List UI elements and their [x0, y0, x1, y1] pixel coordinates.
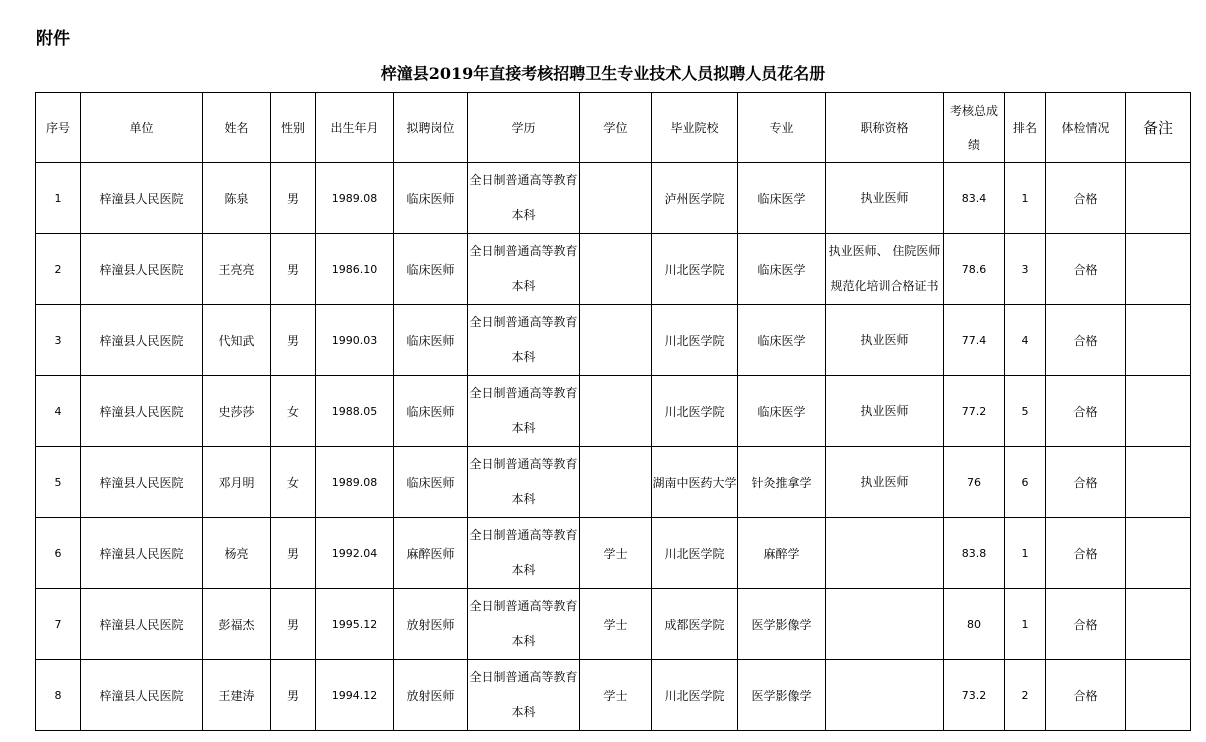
cell-degree: 学士	[580, 589, 652, 660]
cell-score: 77.2	[944, 376, 1005, 447]
header-row	[36, 93, 1191, 163]
cell-remark	[1126, 163, 1191, 234]
cell-gender: 男	[271, 660, 316, 731]
cell-remark	[1126, 660, 1191, 731]
cell-unit: 梓潼县人民医院	[81, 518, 203, 589]
header-title-qual: 职称资格	[826, 93, 944, 163]
cell-gender: 女	[271, 447, 316, 518]
cell-degree	[580, 234, 652, 305]
education-line1: 全日制普通高等教育	[469, 599, 578, 613]
cell-education	[468, 305, 580, 376]
header-physical: 体检情况	[1046, 93, 1126, 163]
education-line1: 全日制普通高等教育	[469, 670, 578, 684]
education-line2: 本科	[511, 563, 536, 577]
header-unit: 单位	[81, 93, 203, 163]
qualification-line1: 执业医师	[860, 190, 909, 205]
cell-major: 临床医学	[738, 163, 826, 234]
cell-gender: 男	[271, 234, 316, 305]
cell-degree: 学士	[580, 518, 652, 589]
cell-position: 临床医师	[394, 447, 468, 518]
cell-school: 成都医学院	[652, 589, 738, 660]
cell-seq: 8	[36, 660, 81, 731]
cell-degree	[580, 376, 652, 447]
cell-title-qual	[826, 376, 944, 447]
cell-rank: 1	[1005, 589, 1046, 660]
cell-score: 76	[944, 447, 1005, 518]
cell-score: 77.4	[944, 305, 1005, 376]
cell-major: 医学影像学	[738, 589, 826, 660]
cell-gender: 男	[271, 163, 316, 234]
cell-major: 针灸推拿学	[738, 447, 826, 518]
cell-physical: 合格	[1046, 376, 1126, 447]
cell-rank: 4	[1005, 305, 1046, 376]
cell-school: 泸州医学院	[652, 163, 738, 234]
cell-score: 73.2	[944, 660, 1005, 731]
table-row	[36, 447, 1191, 518]
cell-title-qual	[826, 163, 944, 234]
cell-score: 83.4	[944, 163, 1005, 234]
document-title: 梓潼县2019年直接考核招聘卫生专业技术人员拟聘人员花名册	[380, 64, 826, 83]
cell-education	[468, 589, 580, 660]
cell-remark	[1126, 518, 1191, 589]
qualification-line1: 执业医师、 住院医师	[828, 244, 941, 258]
header-score	[944, 93, 1005, 163]
cell-unit: 梓潼县人民医院	[81, 660, 203, 731]
cell-rank: 3	[1005, 234, 1046, 305]
table-row	[36, 376, 1191, 447]
education-line2: 本科	[511, 208, 536, 222]
cell-unit: 梓潼县人民医院	[81, 163, 203, 234]
education-line1: 全日制普通高等教育	[469, 386, 578, 400]
cell-name: 彭福杰	[203, 589, 271, 660]
cell-position: 临床医师	[394, 376, 468, 447]
cell-name: 杨亮	[203, 518, 271, 589]
cell-position: 放射医师	[394, 660, 468, 731]
education-line1: 全日制普通高等教育	[469, 315, 578, 329]
cell-gender: 男	[271, 589, 316, 660]
cell-birth: 1992.04	[316, 518, 394, 589]
cell-physical: 合格	[1046, 660, 1126, 731]
cell-remark	[1126, 376, 1191, 447]
cell-seq: 3	[36, 305, 81, 376]
table-row	[36, 660, 1191, 731]
cell-seq: 7	[36, 589, 81, 660]
cell-rank: 6	[1005, 447, 1046, 518]
cell-score: 78.6	[944, 234, 1005, 305]
qualification-line2: 规范化培训合格证书	[830, 279, 939, 293]
cell-school: 川北医学院	[652, 305, 738, 376]
cell-birth: 1995.12	[316, 589, 394, 660]
header-education: 学历	[468, 93, 580, 163]
cell-name: 王建涛	[203, 660, 271, 731]
cell-title-qual	[826, 589, 944, 660]
cell-degree	[580, 305, 652, 376]
header-major: 专业	[738, 93, 826, 163]
cell-birth: 1990.03	[316, 305, 394, 376]
cell-education	[468, 163, 580, 234]
cell-remark	[1126, 305, 1191, 376]
header-remark: 备注	[1126, 93, 1191, 163]
cell-seq: 2	[36, 234, 81, 305]
cell-remark	[1126, 589, 1191, 660]
cell-rank: 5	[1005, 376, 1046, 447]
cell-gender: 女	[271, 376, 316, 447]
table-row	[36, 305, 1191, 376]
header-degree: 学位	[580, 93, 652, 163]
cell-unit: 梓潼县人民医院	[81, 589, 203, 660]
cell-school: 湖南中医药大学	[652, 447, 738, 518]
table-row	[36, 518, 1191, 589]
education-line2: 本科	[511, 279, 536, 293]
header-position: 拟聘岗位	[394, 93, 468, 163]
cell-rank: 1	[1005, 163, 1046, 234]
cell-school: 川北医学院	[652, 518, 738, 589]
cell-rank: 2	[1005, 660, 1046, 731]
education-line2: 本科	[511, 634, 536, 648]
cell-major: 临床医学	[738, 305, 826, 376]
cell-name: 王亮亮	[203, 234, 271, 305]
qualification-line1: 执业医师	[860, 332, 909, 347]
cell-education	[468, 518, 580, 589]
cell-gender: 男	[271, 305, 316, 376]
education-line2: 本科	[511, 421, 536, 435]
cell-position: 麻醉医师	[394, 518, 468, 589]
cell-birth: 1994.12	[316, 660, 394, 731]
cell-physical: 合格	[1046, 305, 1126, 376]
education-line2: 本科	[511, 492, 536, 506]
cell-education	[468, 660, 580, 731]
education-line1: 全日制普通高等教育	[469, 528, 578, 542]
cell-title-qual	[826, 447, 944, 518]
cell-physical: 合格	[1046, 589, 1126, 660]
cell-remark	[1126, 447, 1191, 518]
cell-position: 临床医师	[394, 234, 468, 305]
cell-unit: 梓潼县人民医院	[81, 447, 203, 518]
cell-physical: 合格	[1046, 518, 1126, 589]
cell-school: 川北医学院	[652, 376, 738, 447]
cell-education	[468, 234, 580, 305]
cell-remark	[1126, 234, 1191, 305]
cell-degree	[580, 447, 652, 518]
cell-seq: 1	[36, 163, 81, 234]
cell-birth: 1986.10	[316, 234, 394, 305]
cell-name: 代知武	[203, 305, 271, 376]
table-row	[36, 589, 1191, 660]
cell-seq: 6	[36, 518, 81, 589]
cell-rank: 1	[1005, 518, 1046, 589]
cell-score: 83.8	[944, 518, 1005, 589]
cell-physical: 合格	[1046, 234, 1126, 305]
cell-major: 麻醉学	[738, 518, 826, 589]
header-school: 毕业院校	[652, 93, 738, 163]
header-seq: 序号	[36, 93, 81, 163]
cell-name: 史莎莎	[203, 376, 271, 447]
cell-education	[468, 376, 580, 447]
table-row	[36, 234, 1191, 305]
roster-table	[35, 92, 1191, 731]
cell-school: 川北医学院	[652, 660, 738, 731]
cell-score: 80	[944, 589, 1005, 660]
attachment-label: 附件	[36, 29, 70, 49]
cell-title-qual	[826, 234, 944, 305]
cell-seq: 5	[36, 447, 81, 518]
cell-seq: 4	[36, 376, 81, 447]
header-score-line1: 考核总成	[949, 103, 998, 118]
cell-unit: 梓潼县人民医院	[81, 234, 203, 305]
cell-title-qual	[826, 518, 944, 589]
cell-major: 临床医学	[738, 234, 826, 305]
header-birth: 出生年月	[316, 93, 394, 163]
cell-name: 邓月明	[203, 447, 271, 518]
cell-gender: 男	[271, 518, 316, 589]
cell-physical: 合格	[1046, 163, 1126, 234]
education-line2: 本科	[511, 705, 536, 719]
cell-birth: 1989.08	[316, 447, 394, 518]
cell-major: 医学影像学	[738, 660, 826, 731]
cell-position: 放射医师	[394, 589, 468, 660]
cell-unit: 梓潼县人民医院	[81, 305, 203, 376]
education-line1: 全日制普通高等教育	[469, 173, 578, 187]
cell-physical: 合格	[1046, 447, 1126, 518]
qualification-line1: 执业医师	[860, 403, 909, 418]
cell-degree: 学士	[580, 660, 652, 731]
cell-unit: 梓潼县人民医院	[81, 376, 203, 447]
cell-birth: 1988.05	[316, 376, 394, 447]
cell-major: 临床医学	[738, 376, 826, 447]
cell-degree	[580, 163, 652, 234]
qualification-line1: 执业医师	[860, 474, 909, 489]
cell-name: 陈泉	[203, 163, 271, 234]
header-rank: 排名	[1005, 93, 1046, 163]
table-row	[36, 163, 1191, 234]
cell-position: 临床医师	[394, 163, 468, 234]
cell-school: 川北医学院	[652, 234, 738, 305]
cell-education	[468, 447, 580, 518]
education-line1: 全日制普通高等教育	[469, 244, 578, 258]
cell-birth: 1989.08	[316, 163, 394, 234]
header-gender: 性别	[271, 93, 316, 163]
cell-title-qual	[826, 305, 944, 376]
education-line1: 全日制普通高等教育	[469, 457, 578, 471]
education-line2: 本科	[511, 350, 536, 364]
header-name: 姓名	[203, 93, 271, 163]
header-score-line2: 绩	[967, 137, 980, 152]
cell-position: 临床医师	[394, 305, 468, 376]
cell-title-qual	[826, 660, 944, 731]
